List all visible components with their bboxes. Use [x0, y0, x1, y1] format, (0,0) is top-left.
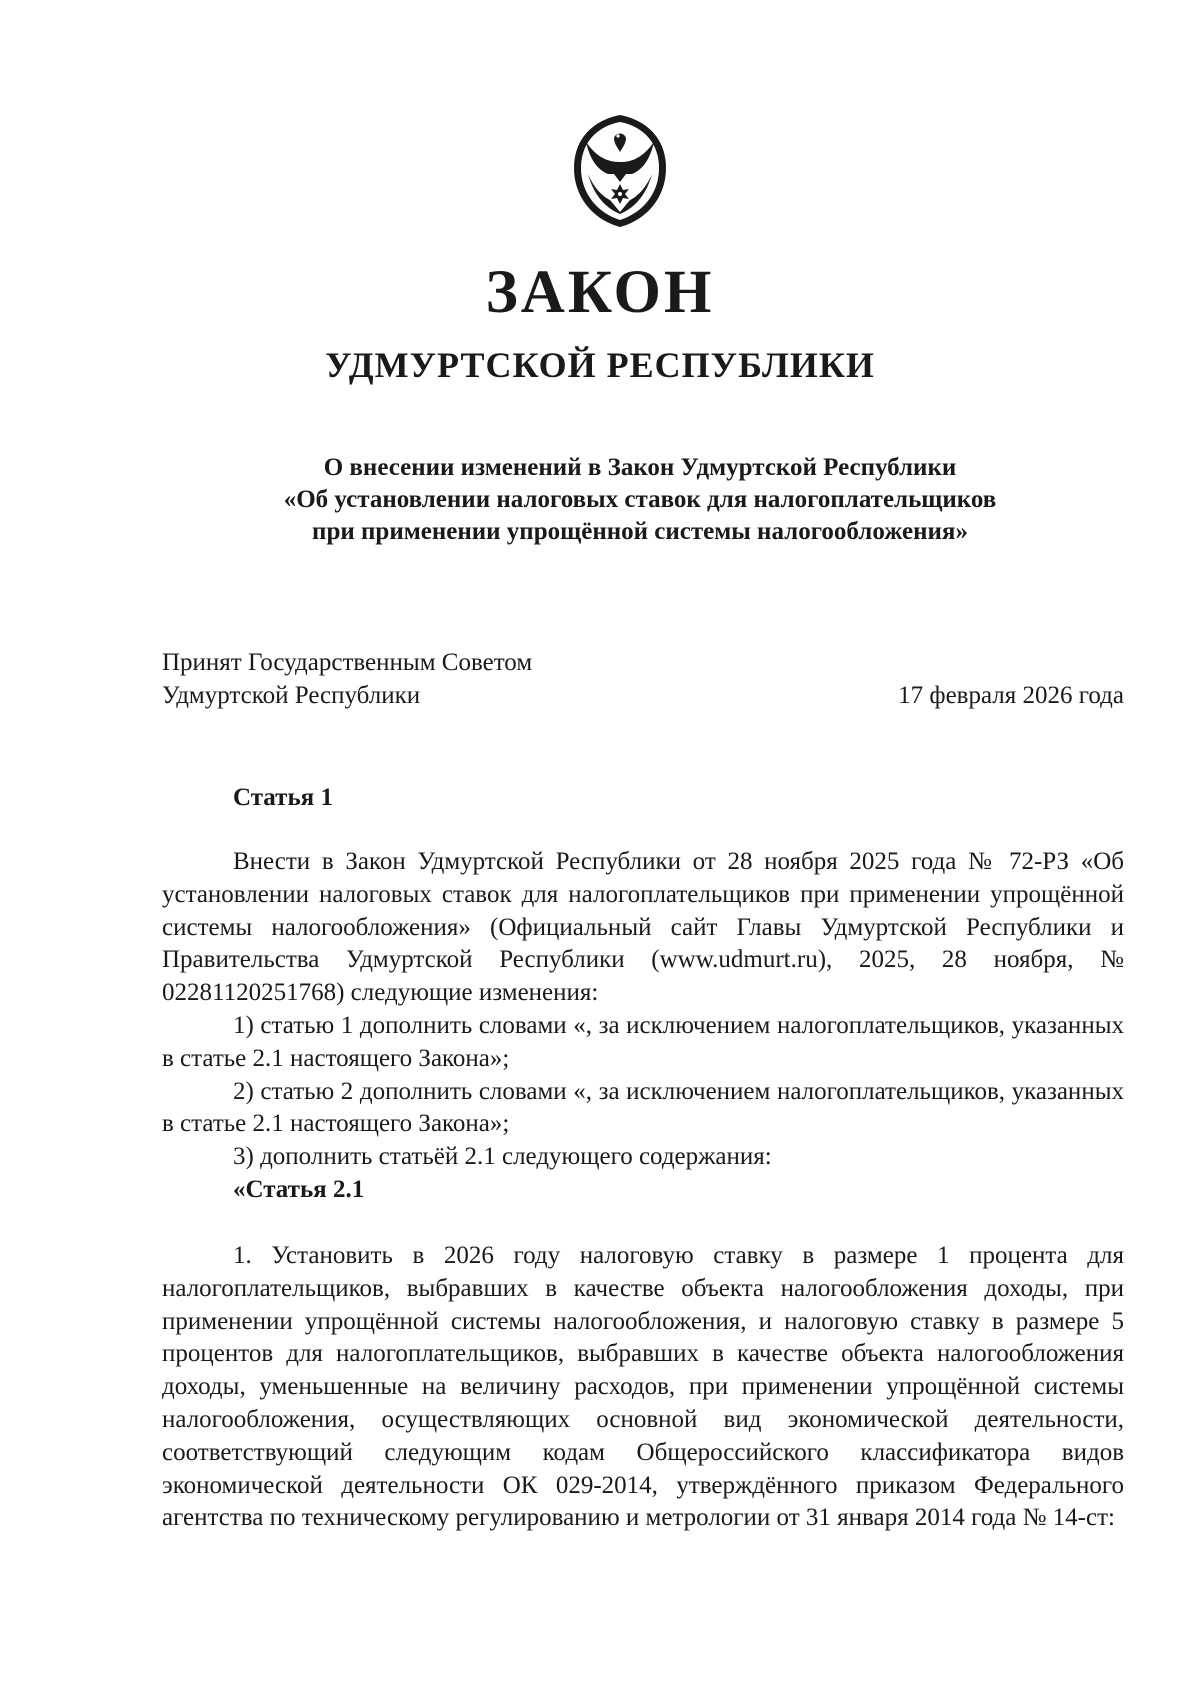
law-heading-line: О внесении изменений в Закон Удмуртской Республики — [323, 454, 957, 481]
law-title: ЗАКОН — [485, 259, 715, 326]
new-article-2-1-body — [162, 1240, 1124, 1535]
law-subtitle: УДМУРТСКОЙ РЕСПУБЛИКИ — [325, 345, 875, 385]
article-1-heading: Статья 1 — [233, 784, 333, 811]
law-heading — [160, 452, 1120, 548]
new-article-2-1-heading: «Статья 2.1 — [233, 1175, 365, 1203]
adoption-date: 17 февраля 2026 года — [898, 682, 1124, 709]
law-heading-line: при применении упрощённой системы налогообложения» — [312, 518, 968, 545]
article-1-intro: Внести в Закон Удмуртской Республики от 28 ноября 2025 года № 72-РЗ «Об установлении налоговых ставок для налогоплательщиков при применении упрощённой системы налогообложения» (Официальный сайт Главы Удмуртской Республики и Правительства Удмуртской Республики (www.udmurt.ru), 2025, 28 ноября, № 02281120251768) следующие изменения: — [162, 848, 1124, 1007]
amendment-item-1: 1) статью 1 дополнить словами «, за исключением налогоплательщиков, указанных в статье 2.1 настоящего Закона»; — [162, 1011, 1124, 1072]
adoption-line-1: Принят Государственным Советом — [162, 649, 533, 676]
coat-of-arms-icon — [568, 112, 672, 230]
new-article-2-1-paragraph-1: 1. Установить в 2026 году налоговую ставку в размере 1 процента для налогоплательщиков, выбравших в качестве объекта налогообложения доходы, при применении упрощённой системы налогообложения, и налоговую ставку в размере 5 процентов для налогоплательщиков, выбравших в качестве объекта налогообложения доходы, уменьшенные на величину расходов, при применении упрощённой системы налогообложения, осуществляющих основной вид экономической деятельности, соответствующий следующим кодам Общероссийского классификатора видов экономической деятельности ОК 029-2014, утверждённого приказом Федерального агентства по техническому регулированию и метрологии от 31 января 2014 года № 14-ст: — [162, 1242, 1124, 1532]
law-heading-line: «Об установлении налоговых ставок для налогоплательщиков — [283, 486, 997, 513]
amendment-item-3: 3) дополнить статьёй 2.1 следующего содержания: — [233, 1143, 772, 1171]
article-1-body — [162, 846, 1124, 1207]
amendment-item-2: 2) статью 2 дополнить словами «, за исключением налогоплательщиков, указанных в статье 2.1 настоящего Закона»; — [162, 1077, 1124, 1138]
adoption-line-2: Удмуртской Республики — [162, 682, 421, 709]
adoption-statement — [162, 646, 532, 712]
